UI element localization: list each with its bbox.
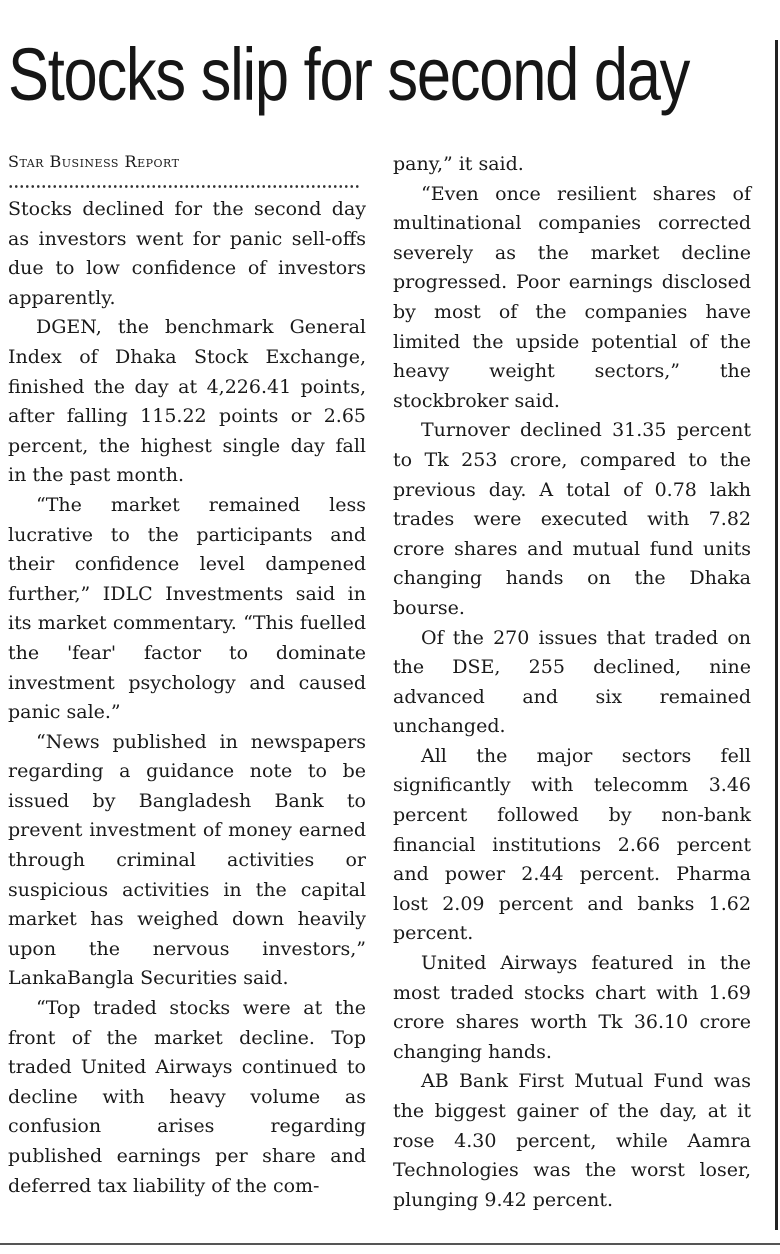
byline: Star Business Report (8, 152, 180, 171)
paragraph: AB Bank First Mutual Fund was the biggest gainer of the day, at it rose 4.30 percent, while Aamra Technologies was the worst loser, plunging 9.42 percent. (393, 1070, 751, 1211)
paragraph: DGEN, the benchmark General Index of Dhaka Stock Exchange, finished the day at 4,226.41 points, after falling 115.22 points or 2.65 percent, the highest single day fall in the past month. (8, 316, 366, 487)
article-column-1 (8, 150, 366, 1201)
paragraph: “The market remained less lucrative to the participants and their confidence level dampened further,” IDLC Investments said in its market commentary. “This fuelled the 'fear' factor to dominate investment psychology and caused panic sale.” (8, 493, 366, 724)
paragraph: Turnover declined 31.35 percent to Tk 253 crore, compared to the previous day. A total of 0.78 lakh trades were executed with 7.82 crore shares and mutual fund units changing hands on the Dhaka bourse. (393, 419, 751, 619)
paragraph: Stocks declined for the second day as investors went for panic sell-offs due to low confidence of investors apparently. (8, 198, 366, 309)
paragraph: “News published in newspapers regarding a guidance note to be issued by Bangladesh Bank to prevent investment of money earned through criminal activities or suspicious activities in the capital market has weighed down heavily upon the nervous investors,” LankaBangla Securities said. (8, 730, 366, 990)
column-rule (775, 40, 778, 1230)
bottom-rule (0, 1243, 780, 1245)
dotted-divider (8, 184, 360, 189)
paragraph: pany,” it said. (393, 153, 524, 175)
paragraph: “Top traded stocks were at the front of the market decline. Top traded United Airways continued to decline with heavy volume as confusion arises regarding published earnings per share and deferred tax liability of the com- (8, 997, 366, 1197)
headline: Stocks slip for second day (8, 33, 690, 116)
paragraph: United Airways featured in the most traded stocks chart with 1.69 crore shares worth Tk 36.10 crore changing hands. (393, 952, 751, 1063)
article-column-2 (393, 150, 751, 1215)
paragraph: “Even once resilient shares of multinational companies corrected severely as the market decline progressed. Poor earnings disclosed by most of the companies have limited the upside potential of the heavy weight sectors,” the stockbroker said. (393, 182, 751, 412)
paragraph: All the major sectors fell significantly with telecomm 3.46 percent followed by non-bank financial institutions 2.66 percent and power 2.44 percent. Pharma lost 2.09 percent and banks 1.62 percent. (393, 744, 751, 945)
paragraph: Of the 270 issues that traded on the DSE, 255 declined, nine advanced and six remained unchanged. (393, 626, 751, 738)
